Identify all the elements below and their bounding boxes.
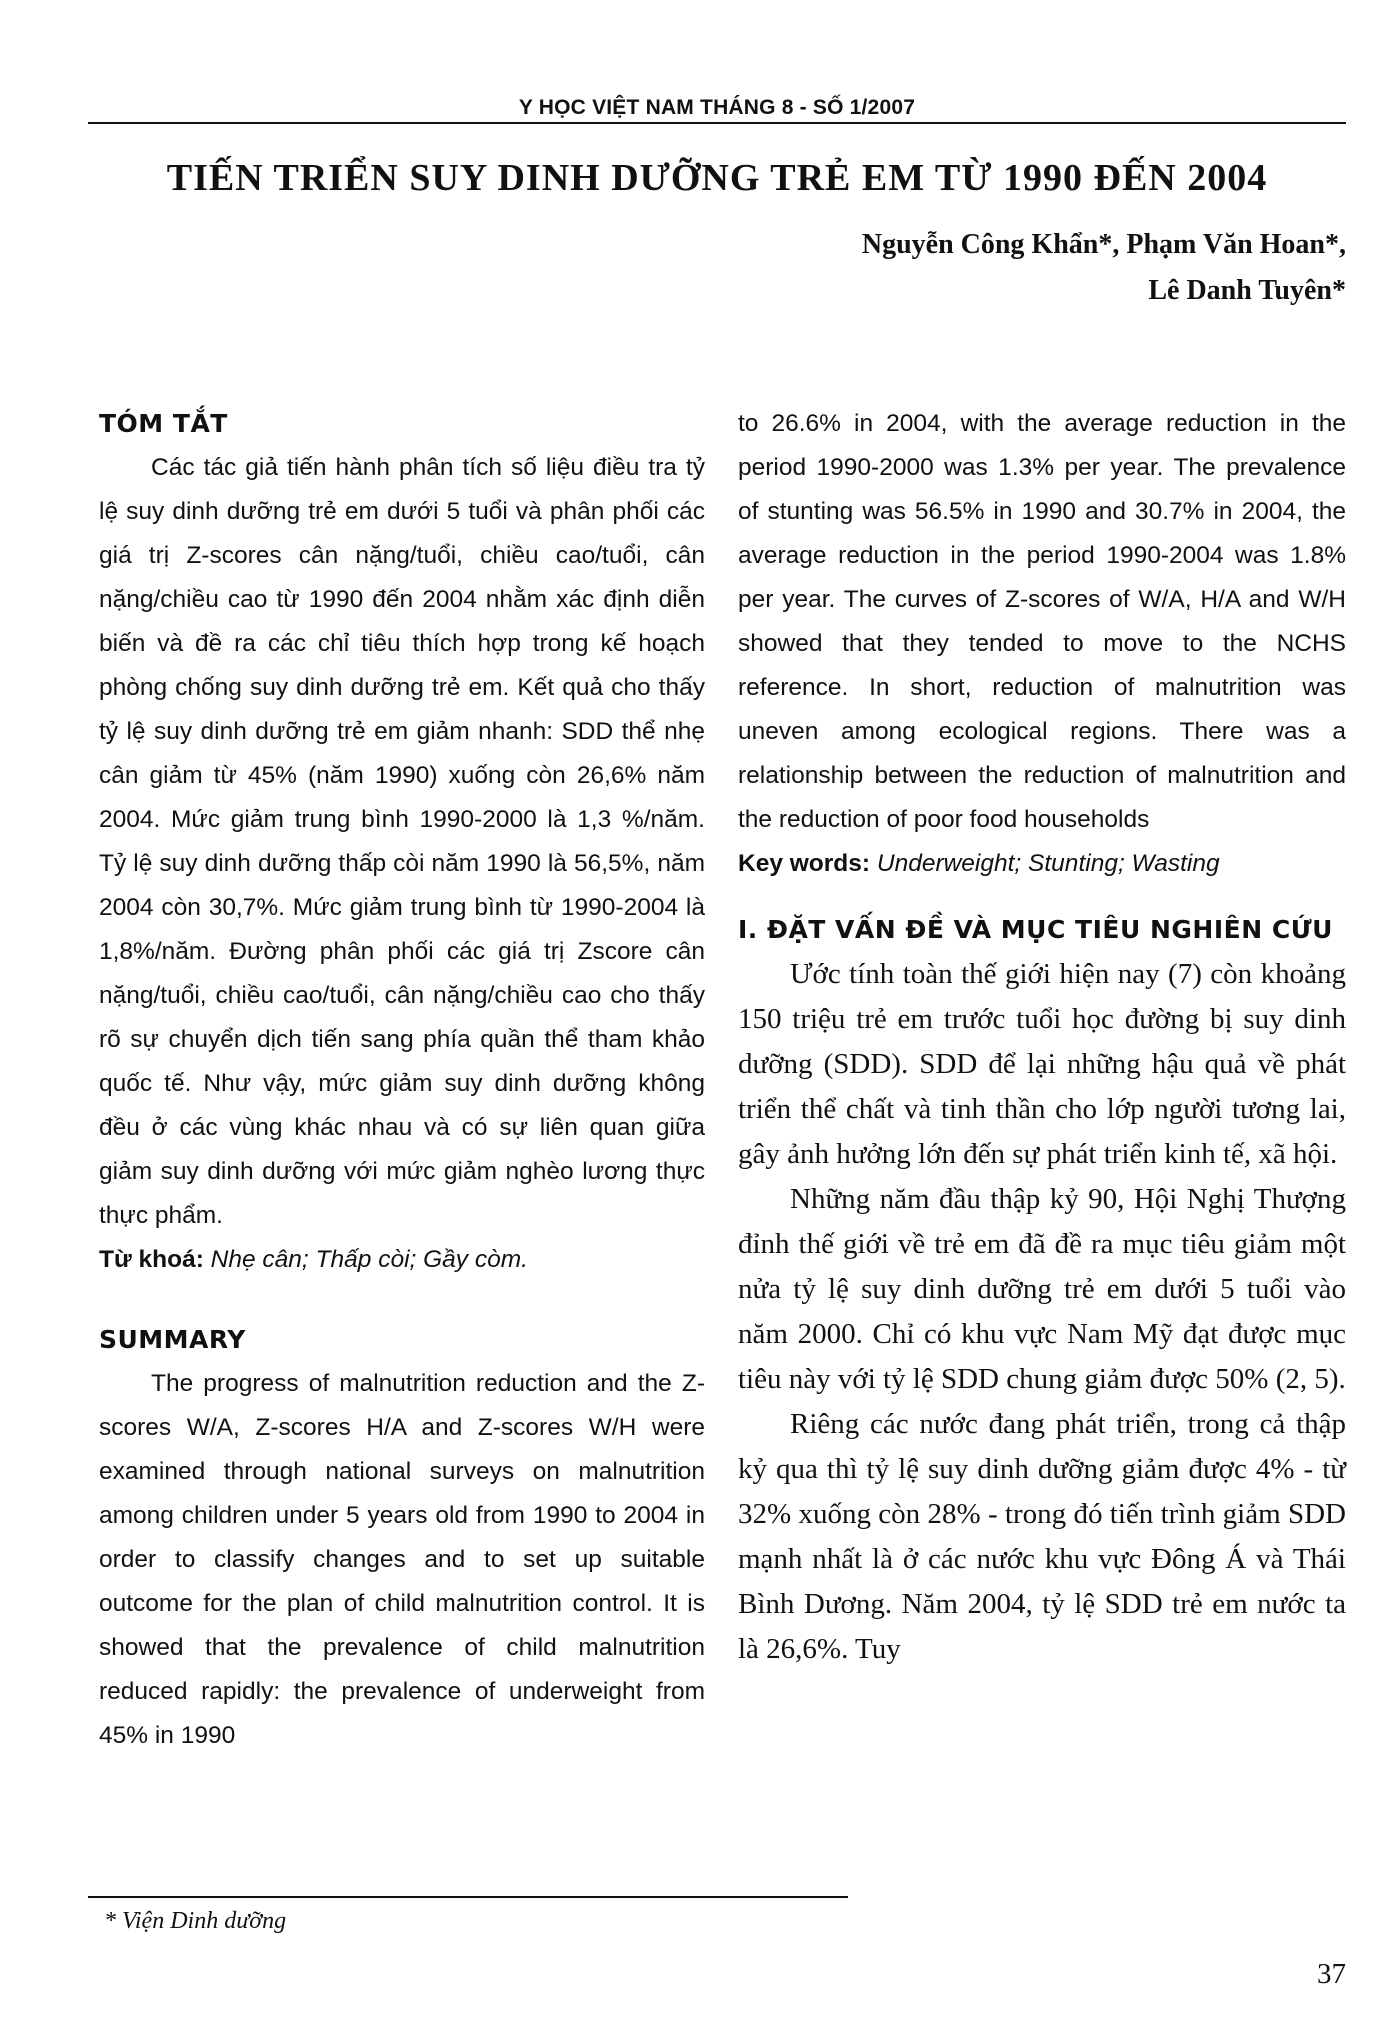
section-1-paragraph: Riêng các nước đang phát triển, trong cả thập kỷ qua thì tỷ lệ suy dinh dưỡng giảm được 4% - từ 32% xuống còn 28% - trong đó tiến trình giảm SDD mạnh nhất là ở các nước khu vực Đông Á và Thái Bình Dương. Năm 2004, tỷ lệ SDD trẻ em nước ta là 26,6%. Tuy [738, 1408, 1346, 1665]
footnote-affiliation: * Viện Dinh dưỡng [104, 1908, 287, 1934]
keywords-en-label: Key words: [738, 850, 871, 877]
authors-line-1: Nguyễn Công Khẩn*, Phạm Văn Hoan*, [861, 229, 1346, 260]
keywords-vi-label: Từ khoá: [99, 1246, 204, 1273]
summary-body-part-2: to 26.6% in 2004, with the average reduction in the period 1990-2000 was 1.3% per year. The prevalence of stunting was 56.5% in 1990 and 30.7% in 2004, the average reduction in the period 1990-2004 was 1.8% per year. The curves of Z-scores of W/A, H/A and W/H showed that they tended to move to the NCHS reference. In short, reduction of malnutrition was uneven among ecological regions. There was a relationship between the reduction of malnutrition and the reduction of poor food households [738, 410, 1346, 833]
journal-header: Y HỌC VIỆT NAM THÁNG 8 - SỐ 1/2007 [88, 96, 1346, 124]
keywords-en-text: Underweight; Stunting; Wasting [876, 850, 1220, 877]
keywords-vi-text: Nhẹ cân; Thấp còi; Gầy còm. [210, 1246, 528, 1273]
authors-line-2: Lê Danh Tuyên* [1148, 275, 1346, 306]
section-1-paragraph: Những năm đầu thập kỷ 90, Hội Nghị Thượng đỉnh thế giới về trẻ em đã đề ra mục tiêu giảm một nửa tỷ lệ suy dinh dưỡng trẻ em dưới 5 tuổi vào năm 2000. Chỉ có khu vực Nam Mỹ đạt được mục tiêu này với tỷ lệ SDD chung giảm được 50% (2, 5). [738, 1183, 1346, 1395]
abstract-vi-heading: TÓM TẮT [99, 409, 228, 438]
abstract-vi-body: Các tác giả tiến hành phân tích số liệu điều tra tỷ lệ suy dinh dưỡng trẻ em dưới 5 tuổi và phân phối các giá trị Z-scores cân nặng/tuổi, chiều cao/tuổi, cân nặng/chiều cao từ 1990 đến 2004 nhằm xác định diễn biến và đề ra các chỉ tiêu thích hợp trong kế hoạch phòng chống suy dinh dưỡng trẻ em. Kết quả cho thấy tỷ lệ suy dinh dưỡng trẻ em giảm nhanh: SDD thể nhẹ cân giảm từ 45% (năm 1990) xuống còn 26,6% năm 2004. Mức giảm trung bình 1990-2000 là 1,3 %/năm. Tỷ lệ suy dinh dưỡng thấp còi năm 1990 là 56,5%, năm 2004 còn 30,7%. Mức giảm trung bình từ 1990-2004 là 1,8%/năm. Đường phân phối các giá trị Zscore cân nặng/tuổi, chiều cao/tuổi, cân nặng/chiều cao cho thấy rõ sự chuyển dịch tiến sang phía quần thể tham khảo quốc tế. Như vậy, mức giảm suy dinh dưỡng không đều ở các vùng khác nhau và có sự liên quan giữa giảm suy dinh dưỡng với mức giảm nghèo lương thực thực phẩm. [99, 454, 705, 1229]
summary-keywords [738, 842, 1346, 886]
footnote-divider [88, 1896, 848, 1898]
summary-body-part-1: The progress of malnutrition reduction and the Z-scores W/A, Z-scores H/A and Z-scores W/H were examined through national surveys on malnutrition among children under 5 years old from 1990 to 2004 in order to classify changes and to set up suitable outcome for the plan of child malnutrition control. It is showed that the prevalence of child malnutrition reduced rapidly: the prevalence of underweight from 45% in 1990 [99, 1370, 705, 1749]
author-block [646, 222, 1346, 314]
summary-heading: SUMMARY [99, 1325, 246, 1354]
article-title: TIẾN TRIỂN SUY DINH DƯỠNG TRẺ EM TỪ 1990 ĐẾN 2004 [166, 157, 1268, 199]
left-column [99, 402, 705, 1758]
page-number: 37 [1317, 1958, 1346, 1990]
section-1-paragraph: Ước tính toàn thế giới hiện nay (7) còn khoảng 150 triệu trẻ em trước tuổi học đường bị suy dinh dưỡng (SDD). SDD để lại những hậu quả về phát triển thể chất và tinh thần cho lớp người tương lai, gây ảnh hưởng lớn đến sự phát triển kinh tế, xã hội. [738, 958, 1346, 1170]
right-column [738, 402, 1346, 1672]
abstract-vi-keywords [99, 1238, 705, 1282]
section-1-heading: I. ĐẶT VẤN ĐỀ VÀ MỤC TIÊU NGHIÊN CỨU [738, 915, 1333, 944]
